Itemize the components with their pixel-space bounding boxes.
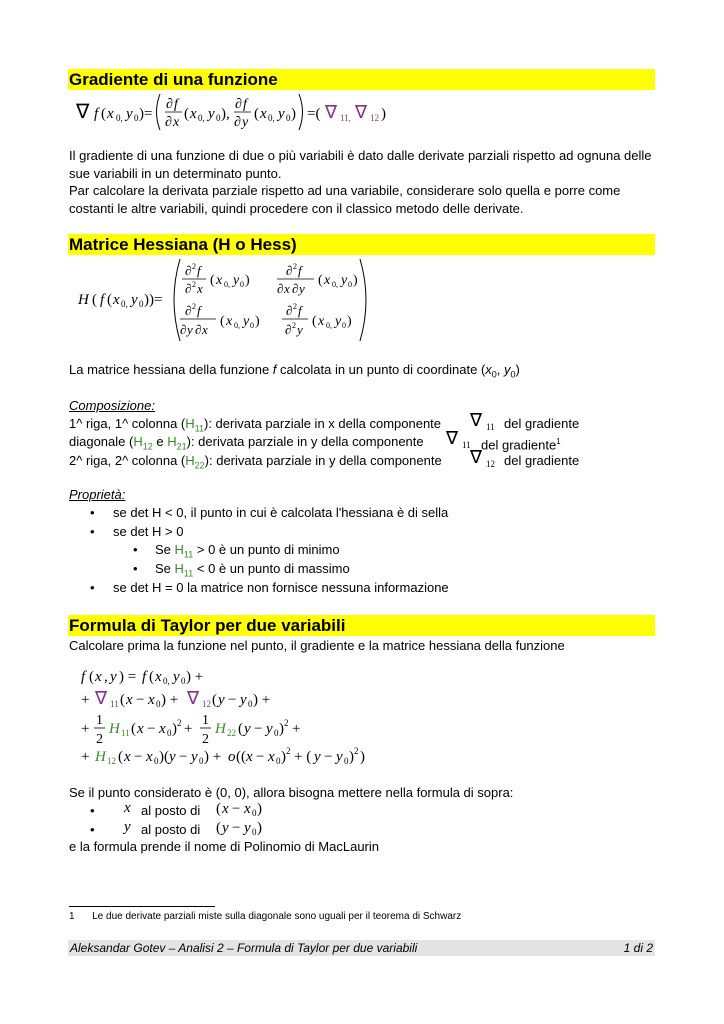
svg-text:−: − [179,749,188,765]
svg-text:x: x [222,801,229,817]
svg-text:x: x [246,749,253,765]
svg-text:): ) [347,314,352,329]
svg-text:y: y [266,721,273,737]
svg-text:(: ( [312,314,317,329]
svg-text:): ) [281,749,286,765]
svg-text:x: x [124,749,131,765]
svg-text:0,: 0, [268,113,275,123]
svg-text:0,: 0, [224,280,230,289]
svg-text:0: 0 [167,728,172,738]
nabla-icon: ∇ [446,428,459,448]
svg-text:f: f [142,669,147,685]
svg-text:∇: ∇ [95,688,108,708]
svg-text:12: 12 [202,699,211,709]
svg-text:x: x [244,801,251,817]
svg-text:): ) [291,106,296,122]
svg-text:): ) [360,749,365,765]
svg-text:−: − [232,820,241,836]
svg-text:0: 0 [252,827,257,837]
svg-text:(: ( [216,801,221,817]
svg-text:2: 2 [177,718,182,728]
svg-text:0,: 0, [116,113,123,123]
svg-text:): ) [349,749,354,765]
svg-text:(: ( [238,721,243,737]
svg-text:x: x [318,314,325,329]
svg-text:+: + [292,721,301,737]
svg-text:∂: ∂ [277,281,284,296]
nabla-subscript: 11 [462,440,471,450]
svg-text:y: y [110,669,117,685]
svg-text:(: ( [92,292,97,308]
svg-text:11: 11 [110,699,119,709]
svg-text:H: H [78,292,89,308]
svg-text:0,: 0, [326,321,332,330]
svg-text:H: H [109,721,120,737]
svg-text:x: x [159,721,166,737]
page-number: 1 di 2 [623,941,653,955]
svg-text:f: f [81,669,86,685]
svg-text:x: x [324,273,331,288]
footnote-text: Le due derivate parziali miste sulla diagonale sono uguali per il teorema di Schwarz [92,911,462,922]
composition-row-2-tail: del gradiente$^1$ [481,437,561,453]
svg-text:y: y [173,669,180,685]
maclaurin-intro: Se il punto considerato è (0, 0), allora bisogna mettere nella formula di sopra: [69,785,514,800]
bullet-var-x: x [124,800,131,816]
svg-text:(: ( [131,721,136,737]
page-footer [68,940,655,956]
nabla-icon: ∇ [470,447,483,467]
svg-text:−: − [136,692,145,708]
svg-text:∂: ∂ [185,303,192,318]
svg-text:−: − [228,692,237,708]
svg-text:): ) [257,820,262,836]
bullet-text-1: al posto di [141,803,201,818]
svg-text:0: 0 [199,756,204,766]
svg-text:2: 2 [192,262,196,271]
svg-text:∇: ∇ [187,688,200,708]
svg-text:∂: ∂ [292,281,299,296]
svg-text:2: 2 [292,321,296,330]
bullet-icon: • [133,542,138,557]
svg-text:y: y [244,721,251,737]
bullet-icon: • [90,580,95,595]
svg-text:0,: 0, [234,321,240,330]
svg-text:∂: ∂ [286,303,293,318]
svg-text:x: x [155,669,162,685]
svg-text:f: f [197,263,201,278]
expr-y-minus-y0 [215,817,285,839]
svg-text:∂: ∂ [165,115,172,130]
taylor-intro: Calcolare prima la funzione nel punto, il gradiente e la matrice hessiana della funzione [69,638,565,653]
svg-text:x: x [226,314,233,329]
svg-text:∂: ∂ [195,322,202,337]
svg-text:0: 0 [248,699,253,709]
svg-text:y: y [187,322,193,337]
svg-text:y: y [191,749,198,765]
svg-text:2: 2 [202,732,209,747]
svg-text:1: 1 [202,713,209,728]
svg-text:+: + [81,721,90,737]
svg-text:y: y [240,692,247,708]
bullet-icon: • [133,561,138,576]
svg-text:∂: ∂ [285,322,292,337]
bullet-var-y: y [124,819,131,835]
svg-text:y: y [218,692,225,708]
svg-text:f: f [298,303,302,318]
svg-text:): ) [381,106,386,122]
svg-text:y: y [341,273,348,288]
svg-text:∇: ∇ [355,102,368,122]
svg-text:x: x [146,749,153,765]
svg-text:((: (( [236,749,246,765]
nabla-subscript: 12 [486,459,495,469]
svg-text:x: x [216,273,223,288]
hessian-intro: La matrice hessiana della funzione f calcolata in un punto di coordinate ($x_0$, $y_0$) [69,362,520,380]
svg-text:y: y [299,281,305,296]
svg-text:∇: ∇ [76,101,90,123]
svg-text:) +: ) + [161,692,179,708]
svg-text:): ) [353,273,358,288]
svg-text:): ) [279,721,284,737]
svg-text:0,: 0, [198,113,205,123]
gradient-paragraph-1: Il gradiente di una funzione di due o più variabili è dato dalle derivate parziali rispetto ad ognuna delle sue variabili in un determinato punto. [69,148,652,181]
svg-text:0: 0 [240,280,244,289]
svg-text:x: x [113,292,120,308]
svg-text:x: x [137,721,144,737]
svg-text:2: 2 [192,280,196,289]
footnote [69,910,461,923]
svg-text:0,: 0, [121,299,128,309]
svg-text:0: 0 [276,756,281,766]
property-2a: Se $H_{11} > 0$ è un punto di minimo [155,542,340,560]
svg-text:−: − [256,749,265,765]
svg-text:): ) [257,801,262,817]
composition-label: Composizione: [69,398,155,413]
svg-text:x: x [148,692,155,708]
svg-text:x: x [268,749,275,765]
svg-text:(: ( [216,820,221,836]
nabla-subscript: 11 [486,422,495,432]
svg-text:(: ( [254,106,259,122]
svg-text:(: ( [120,692,125,708]
svg-text:y: y [131,292,138,308]
svg-text:∂: ∂ [234,115,241,130]
composition-row-1: 1^ riga, 1^ colonna $(H_{11})$: derivata parziale in x della componente [69,416,442,434]
svg-text:y: y [314,749,321,765]
svg-text:0,: 0, [163,676,170,686]
svg-text:0,: 0, [332,280,338,289]
svg-text:x: x [126,692,133,708]
svg-text:∂: ∂ [235,97,242,112]
svg-text:+: + [81,749,90,765]
svg-text:∂: ∂ [185,263,192,278]
footnote-number: 1 [69,911,75,922]
svg-text:0: 0 [156,699,161,709]
svg-text:(: ( [212,692,217,708]
footer-title: Aleksandar Gotev – Analisi 2 – Formula di Taylor per due variabili [70,941,418,955]
svg-text:(: ( [101,106,106,122]
svg-text:y: y [126,106,133,122]
svg-text:2: 2 [286,746,291,756]
svg-text:y: y [233,273,240,288]
svg-text:x: x [284,281,290,296]
svg-text:x: x [260,106,267,122]
svg-text:2: 2 [284,718,289,728]
svg-text:0: 0 [348,280,352,289]
svg-text:(: ( [184,106,189,122]
svg-text:0: 0 [250,321,254,330]
svg-text:y: y [335,314,342,329]
svg-text:0: 0 [181,676,186,686]
svg-text:y: y [208,106,215,122]
svg-text:))=: ))= [144,292,163,308]
svg-text:−: − [134,749,143,765]
svg-text:y: y [297,322,303,337]
svg-text:11: 11 [121,728,130,738]
footnote-divider [69,906,215,907]
hessian-matrix-formula [76,256,376,344]
svg-text:x: x [190,106,197,122]
svg-text:x: x [197,281,203,296]
taylor-formula [78,664,418,774]
property-3: se det H = 0 la matrice non fornisce nessuna informazione [113,580,449,595]
svg-text:0: 0 [252,808,257,818]
svg-text:H: H [215,721,226,737]
bullet-icon: • [90,822,95,837]
svg-text:+ (: + ( [294,749,312,765]
svg-text:f: f [298,263,302,278]
svg-text:−: − [324,749,333,765]
nabla-icon: ∇ [470,410,483,430]
bullet-icon: • [90,524,95,539]
svg-text:22: 22 [227,728,236,738]
svg-text:−: − [232,801,241,817]
composition-row-3: 2^ riga, 2^ colonna $(H_{22})$: derivata parziale in y della componente [69,453,442,471]
svg-text:2: 2 [354,746,359,756]
svg-text:f: f [174,97,178,112]
svg-text:0: 0 [344,756,349,766]
svg-text:∇: ∇ [325,102,338,122]
section-title-hessian: Matrice Hessiana (H o Hess) [68,234,655,255]
svg-text:2: 2 [293,302,297,311]
svg-text:o: o [228,749,236,765]
bullet-icon: • [90,505,95,520]
svg-text:x: x [173,115,180,130]
svg-text:(: ( [318,273,323,288]
svg-text:0: 0 [216,113,221,123]
svg-text:x: x [95,669,102,685]
svg-text:y: y [169,749,176,765]
svg-text:+: + [184,721,193,737]
svg-text:12: 12 [107,756,116,766]
svg-text:(: ( [149,669,154,685]
svg-text:)(: )( [159,749,169,765]
svg-text:): ) [245,273,250,288]
gradient-paragraph-2: Par calcolare la derivata parziale rispetto ad una variabile, considerare solo quella e porre come costanti le altre variabili, quindi procedere con il classico metodo delle derivate. [69,183,621,216]
svg-text:∂: ∂ [286,263,293,278]
svg-text:x: x [107,106,114,122]
svg-text:): ) [172,721,177,737]
svg-text:(: ( [107,292,112,308]
svg-text:),: ), [221,106,230,122]
svg-text:(: ( [210,273,215,288]
svg-text:) +: ) + [204,749,222,765]
gradient-formula [74,90,394,134]
svg-text:0: 0 [342,321,346,330]
svg-text:y: y [278,106,285,122]
svg-text:f: f [197,303,201,318]
svg-text:12: 12 [370,113,379,123]
svg-text:0: 0 [286,113,291,123]
svg-text:y: y [244,820,251,836]
svg-text:0: 0 [274,728,279,738]
svg-text:) +: ) + [186,669,204,685]
svg-text:f: f [94,106,99,122]
section-title-taylor: Formula di Taylor per due variabili [68,615,655,636]
svg-text:): ) [255,314,260,329]
svg-text:,: , [104,669,108,685]
svg-text:(: ( [118,749,123,765]
svg-text:0: 0 [154,756,159,766]
composition-row-2: diagonale ($H_{12}$ e $H_{21}$): derivata parziale in y della componente [69,434,424,452]
svg-text:2: 2 [96,732,103,747]
svg-text:y: y [242,115,249,130]
svg-text:∂: ∂ [180,322,187,337]
svg-text:2: 2 [293,262,297,271]
properties-label: Proprietà: [69,487,126,502]
svg-text:1: 1 [96,713,103,728]
composition-row-3-tail: del gradiente [504,453,580,468]
svg-text:y: y [222,820,229,836]
bullet-text-2: al posto di [141,822,201,837]
svg-text:y: y [243,314,250,329]
svg-text:H: H [95,749,106,765]
svg-text:−: − [254,721,263,737]
section-title-gradient: Gradiente di una funzione [68,69,655,90]
svg-text:=(: =( [307,106,321,122]
property-2: se det H > 0 [113,524,184,539]
footnote-mark[interactable]: 1 [556,437,561,446]
property-2b: Se $H_{11} < 0$ è un punto di massimo [155,561,350,579]
composition-row-1-tail: del gradiente [504,416,580,431]
svg-text:x: x [202,322,208,337]
svg-text:0: 0 [139,299,144,309]
svg-text:11,: 11, [340,113,351,123]
svg-text:∂: ∂ [185,281,192,296]
svg-text:(: ( [220,314,225,329]
svg-text:0: 0 [134,113,139,123]
svg-text:2: 2 [192,302,196,311]
svg-text:(: ( [89,669,94,685]
svg-text:−: − [147,721,156,737]
svg-text:)=: )= [139,106,153,122]
svg-text:+: + [81,692,90,708]
svg-text:f: f [100,292,105,308]
svg-text:y: y [336,749,343,765]
svg-text:) =: ) = [119,669,137,685]
svg-text:f: f [243,97,247,112]
svg-text:) +: ) + [253,692,271,708]
svg-text:∂: ∂ [166,97,173,112]
bullet-icon: • [90,803,95,818]
property-1: se det H < 0, il punto in cui è calcolata l'hessiana è di sella [113,505,449,520]
maclaurin-closing: e la formula prende il nome di Polinomio di MacLaurin [69,839,379,854]
